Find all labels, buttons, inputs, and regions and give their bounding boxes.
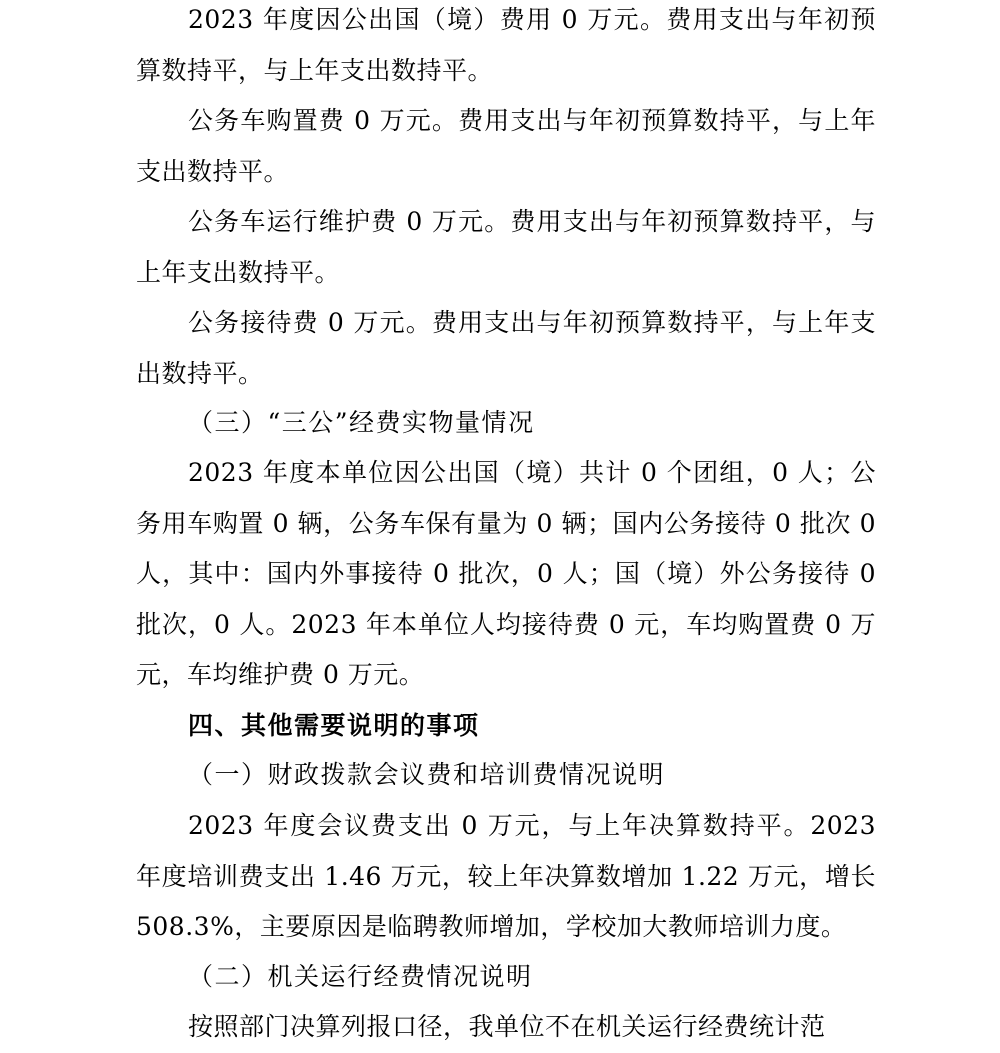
paragraph-physical-quantity-detail: 2023 年度本单位因公出国（境）共计 0 个团组，0 人；公务用车购置 0 辆，公务车保有量为 0 辆；国内公务接待 0 批次 0 人，其中：国内外事接待 0 批次，0 人；国（境）外公务接待 0 批次，0 人。2023 年本单位人均接待费 0 元，车均购置费 0 万元，车均维护费 0 万元。 — [136, 458, 876, 689]
paragraph-meeting-training-detail: 2023 年度会议费支出 0 万元，与上年决算数持平。2023 年度培训费支出 1.46 万元，较上年决算数增加 1.22 万元，增长 508.3%，主要原因是临聘教师增加，学校加大教师培训力度。 — [136, 811, 876, 941]
section-heading-meeting-training: （一）财政拨款会议费和培训费情况说明 — [188, 760, 666, 789]
paragraph-reception-cost: 公务接待费 0 万元。费用支出与年初预算数持平，与上年支出数持平。 — [136, 308, 876, 388]
paragraph-overseas-travel-cost: 2023 年度因公出国（境）费用 0 万元。费用支出与年初预算数持平，与上年支出数持平。 — [136, 5, 876, 85]
paragraph-operating-funds-detail: 按照部门决算列报口径，我单位不在机关运行经费统计范 — [188, 1012, 826, 1041]
paragraph-vehicle-maintenance-cost: 公务车运行维护费 0 万元。费用支出与年初预算数持平，与上年支出数持平。 — [136, 207, 876, 287]
paragraph-vehicle-purchase-cost: 公务车购置费 0 万元。费用支出与年初预算数持平，与上年支出数持平。 — [136, 106, 876, 186]
section-heading-operating-funds: （二）机关运行经费情况说明 — [188, 962, 533, 991]
section-heading-other-matters: 四、其他需要说明的事项 — [188, 711, 480, 740]
section-heading-physical-quantity: （三）“三公”经费实物量情况 — [188, 408, 535, 437]
